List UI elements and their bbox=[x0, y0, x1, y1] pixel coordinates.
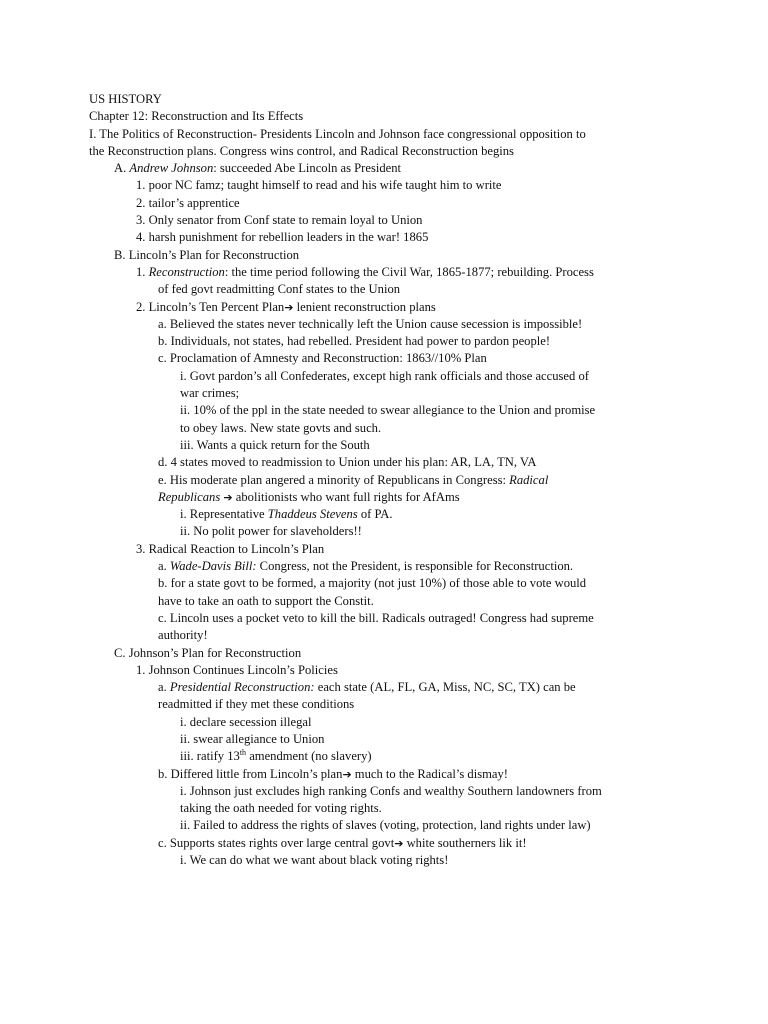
item-text: b. Differed little from Lincoln’s plan bbox=[158, 766, 343, 781]
outline-subitem: ii. 10% of the ppl in the state needed to swear allegiance to the Union and promise bbox=[180, 403, 596, 418]
outline-subitem: c. Lincoln uses a pocket veto to kill the bill. Radicals outraged! Congress had supreme bbox=[158, 610, 594, 625]
outline-subitem: i. Johnson just excludes high ranking Confs and wealthy Southern landowners from bbox=[180, 783, 602, 798]
outline-subitem bbox=[0, 766, 768, 783]
outline-subitem-continued bbox=[0, 489, 768, 506]
outline-subitem-continued: of fed govt readmitting Conf states to the Union bbox=[158, 282, 401, 297]
outline-subitem bbox=[0, 264, 768, 281]
outline-subitem-continued: to obey laws. New state govts and such. bbox=[180, 420, 382, 435]
item-term: Republicans bbox=[158, 489, 221, 504]
outline-subitem: ii. swear allegiance to Union bbox=[180, 731, 325, 746]
item-term: Reconstruction bbox=[148, 264, 225, 279]
item-text: c. Supports states rights over large central govt bbox=[158, 835, 395, 850]
superscript: th bbox=[239, 748, 247, 758]
item-term: Andrew Johnson bbox=[129, 161, 214, 176]
document-title: US HISTORY bbox=[89, 92, 162, 106]
outline-subitem: a. Believed the states never technically left the Union cause secession is impossible! bbox=[158, 316, 583, 331]
outline-subitem: b. for a state govt to be formed, a majority (not just 10%) of those able to vote would bbox=[158, 576, 587, 591]
right-arrow-icon: ➔ bbox=[342, 767, 352, 781]
outline-subitem: i. We can do what we want about black voting rights! bbox=[180, 853, 449, 868]
item-text: e. His moderate plan angered a minority of Republicans in Congress: bbox=[158, 472, 510, 487]
document-page bbox=[0, 91, 768, 869]
outline-subitem: 4. harsh punishment for rebellion leaders in the war! 1865 bbox=[136, 230, 429, 245]
outline-subitem: 1. poor NC famz; taught himself to read and his wife taught him to write bbox=[136, 178, 502, 193]
item-text: each state (AL, FL, GA, Miss, NC, SC, TX) can be bbox=[314, 680, 576, 695]
outline-subitem: b. Individuals, not states, had rebelled. President had power to pardon people! bbox=[158, 334, 551, 349]
outline-subitem bbox=[0, 748, 768, 765]
item-term: Presidential Reconstruction: bbox=[169, 680, 315, 695]
item-text: i. Representative bbox=[180, 507, 268, 522]
item-text: much to the Radical’s dismay! bbox=[351, 766, 508, 781]
outline-subitem bbox=[0, 506, 768, 523]
outline-subitem-continued: war crimes; bbox=[180, 386, 240, 401]
outline-subitem: i. declare secession illegal bbox=[180, 714, 312, 729]
section-heading-line: I. The Politics of Reconstruction- Presidents Lincoln and Johnson face congressional opposition to bbox=[89, 126, 586, 141]
item-prefix: 1. bbox=[136, 264, 149, 279]
outline-subitem: ii. No polit power for slaveholders!! bbox=[180, 524, 362, 539]
item-text: abolitionists who want full rights for AfAms bbox=[232, 489, 460, 504]
outline-subitem: 1. Johnson Continues Lincoln’s Policies bbox=[136, 662, 338, 677]
right-arrow-icon: ➔ bbox=[223, 490, 233, 504]
outline-subitem bbox=[0, 558, 768, 575]
item-text: lenient reconstruction plans bbox=[293, 299, 436, 314]
item-text: 2. Lincoln’s Ten Percent Plan bbox=[136, 299, 285, 314]
outline-item-b: B. Lincoln’s Plan for Reconstruction bbox=[114, 247, 300, 262]
item-term: Thaddeus Stevens bbox=[267, 507, 358, 522]
outline-subitem-continued: have to take an oath to support the Constit. bbox=[158, 593, 374, 608]
item-text: : succeeded Abe Lincoln as President bbox=[213, 161, 402, 176]
item-text: iii. ratify 13 bbox=[180, 749, 240, 764]
outline-subitem-continued: authority! bbox=[158, 628, 208, 643]
outline-subitem: ii. Failed to address the rights of slaves (voting, protection, land rights under law) bbox=[180, 818, 591, 833]
outline-subitem: d. 4 states moved to readmission to Union under his plan: AR, LA, TN, VA bbox=[158, 455, 537, 470]
outline-subitem bbox=[0, 299, 768, 316]
outline-subitem-continued: taking the oath needed for voting rights. bbox=[180, 801, 382, 816]
outline-item-a bbox=[0, 160, 768, 177]
item-text: amendment (no slavery) bbox=[246, 749, 372, 764]
outline-subitem-continued: readmitted if they met these conditions bbox=[158, 697, 355, 712]
outline-subitem bbox=[0, 472, 768, 489]
chapter-heading: Chapter 12: Reconstruction and Its Effects bbox=[89, 109, 304, 124]
section-heading-line: the Reconstruction plans. Congress wins control, and Radical Reconstruction begins bbox=[89, 143, 514, 158]
item-text: : the time period following the Civil War, 1865-1877; rebuilding. Process bbox=[224, 264, 594, 279]
outline-subitem bbox=[0, 835, 768, 852]
outline-subitem: 3. Only senator from Conf state to remain loyal to Union bbox=[136, 213, 423, 228]
right-arrow-icon: ➔ bbox=[394, 836, 404, 850]
item-text: Congress, not the President, is responsible for Reconstruction. bbox=[256, 559, 574, 574]
right-arrow-icon: ➔ bbox=[284, 300, 294, 314]
item-term: Radical bbox=[509, 472, 549, 487]
item-prefix: a. bbox=[158, 559, 170, 574]
item-prefix: A. bbox=[114, 161, 130, 176]
outline-item-c: C. Johnson’s Plan for Reconstruction bbox=[114, 645, 302, 660]
outline-subitem: iii. Wants a quick return for the South bbox=[180, 437, 370, 452]
outline-subitem: 3. Radical Reaction to Lincoln’s Plan bbox=[136, 541, 325, 556]
outline-subitem: i. Govt pardon’s all Confederates, except high rank officials and those accused of bbox=[180, 368, 589, 383]
outline-subitem: c. Proclamation of Amnesty and Reconstruction: 1863//10% Plan bbox=[158, 351, 487, 366]
item-text: of PA. bbox=[357, 507, 393, 522]
item-text: white southerners lik it! bbox=[403, 835, 527, 850]
item-term: Wade-Davis Bill: bbox=[169, 559, 257, 574]
outline-subitem bbox=[0, 679, 768, 696]
item-prefix: a. bbox=[158, 680, 170, 695]
outline-subitem: 2. tailor’s apprentice bbox=[136, 195, 240, 210]
